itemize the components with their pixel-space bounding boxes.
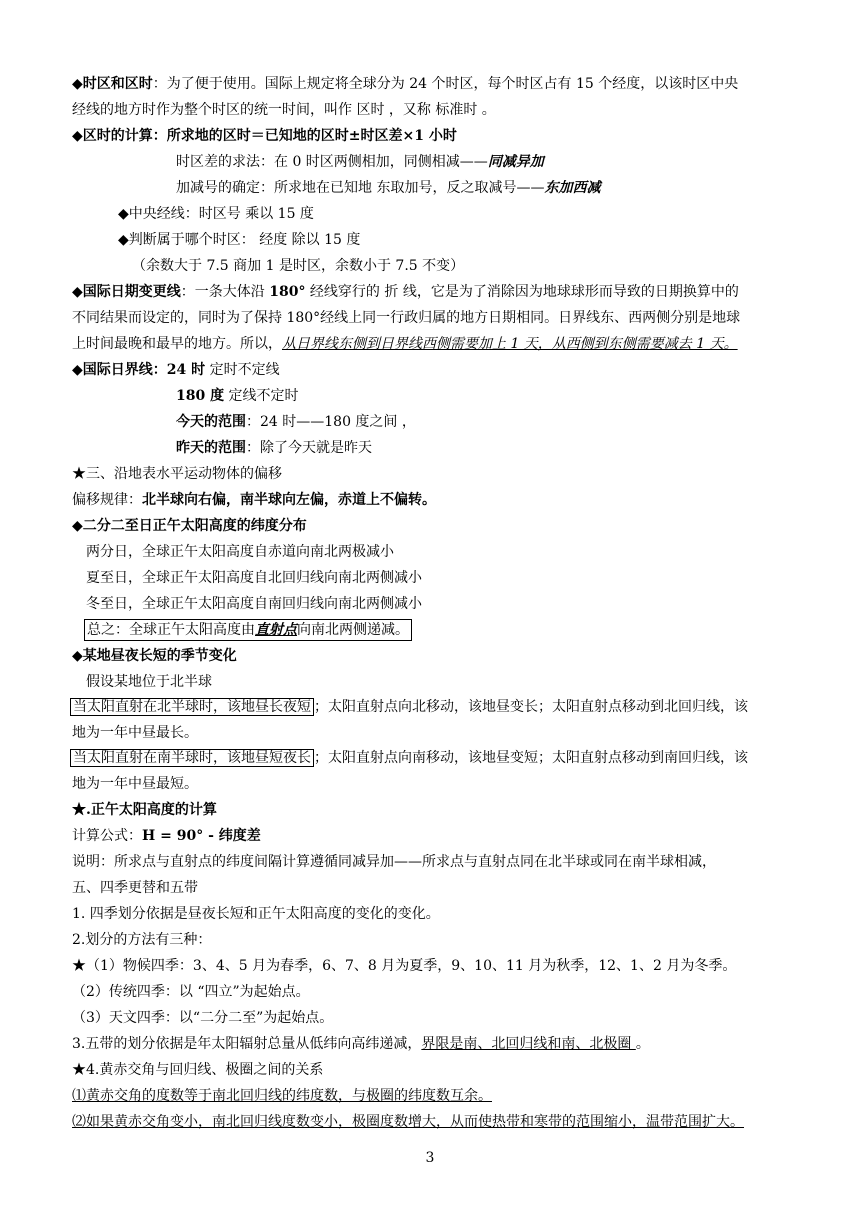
day-length-title: ◆某地昼夜长短的季节变化 bbox=[72, 648, 237, 664]
calc-sign-em: 东加西减 bbox=[544, 180, 601, 196]
boundary-r2-text: 定线不定时 bbox=[224, 388, 299, 404]
noon-dist-sum-a: 总之：全球正午太阳高度由 bbox=[87, 622, 255, 638]
deflect-rule-label: 偏移规律： bbox=[72, 492, 142, 508]
seasons-p3 bbox=[72, 1034, 650, 1054]
boundary-r3-text: ：24 时——180 度之间 ， bbox=[246, 414, 416, 430]
day-length-north-end: 地为一年中昼最长。 bbox=[72, 725, 198, 741]
calc-note: （余数大于 7.5 商加 1 是时区，余数小于 7.5 不变） bbox=[132, 258, 465, 274]
day-length-south-box: 当太阳直射在南半球时，该地昼短夜长 bbox=[70, 749, 314, 767]
date-line-l1b: 180° bbox=[269, 284, 306, 300]
date-line-l1c: 经线穿行的 折 线，它是为了消除因为地球球形而导致的日期换算中的 bbox=[305, 284, 739, 300]
noon-calc-title: ★.正午太阳高度的计算 bbox=[72, 802, 217, 818]
date-line-l1a: ：一条大体沿 bbox=[180, 284, 270, 300]
deflect-rule-text: 北半球向右偏，南半球向左偏，赤道上不偏转。 bbox=[142, 492, 436, 508]
boundary-row-3 bbox=[176, 412, 416, 432]
boundary-row-4 bbox=[176, 438, 372, 458]
noon-dist-l3: 冬至日，全球正午太阳高度自南回归线向南北两侧减小 bbox=[86, 596, 422, 612]
deflect-heading: ★三、沿地表水平运动物体的偏移 bbox=[72, 466, 282, 482]
noon-calc-formula-label: 计算公式： bbox=[72, 828, 142, 844]
boundary-title: ◆国际日界线： bbox=[72, 362, 167, 378]
time-zone-text-2: 经线的地方时作为整个时区的统一时间，叫作 区时 ，又称 标准时 。 bbox=[72, 102, 496, 118]
deflect-rule bbox=[72, 490, 436, 510]
seasons-p3-a: 3.五带的划分依据是年太阳辐射总量从低纬向高纬递减， bbox=[72, 1036, 422, 1052]
day-length-assume: 假设某地位于北半球 bbox=[86, 674, 212, 690]
date-line-l3a: 上时间最晚和最早的地方。所以， bbox=[72, 336, 282, 352]
noon-calc-formula-text: H = 90° - 纬度差 bbox=[142, 828, 261, 844]
boundary-r1-label: 24 时 bbox=[166, 362, 206, 378]
seasons-p4: ★4.黄赤交角与回归线、极圈之间的关系 bbox=[72, 1062, 324, 1078]
seasons-relation-1: ⑴黄赤交角的度数等于南北回归线的纬度数，与极圈的纬度数互余。 bbox=[72, 1088, 492, 1104]
boundary-r4-label: 昨天的范围 bbox=[176, 440, 246, 456]
calc-sign-text: 加减号的确定：所求地在已知地 东取加号，反之取减号—— bbox=[176, 180, 545, 196]
boundary-r1-text: 定时不定线 bbox=[205, 362, 280, 378]
calc-meridian: ◆中央经线：时区号 乘以 15 度 bbox=[118, 206, 314, 222]
noon-dist-summary bbox=[84, 619, 412, 641]
day-length-north-box: 当太阳直射在北半球时，该地昼长夜短 bbox=[70, 698, 314, 716]
boundary-r2-label: 180 度 bbox=[176, 388, 225, 404]
seasons-p3-b: 界限是南、北回归线和南、北极圈 bbox=[421, 1036, 636, 1052]
calc-judge: ◆判断属于哪个时区： 经度 除以 15 度 bbox=[118, 232, 361, 248]
seasons-method-3: （3）天文四季：以“二分二至”为起始点。 bbox=[72, 1010, 334, 1026]
time-zone-line-1 bbox=[72, 74, 738, 94]
calc-diff-text: 时区差的求法：在 0 时区两侧相加，同侧相减—— bbox=[176, 154, 488, 170]
seasons-method-1: ★（1）物候四季：3、4、5 月为春季，6、7、8 月为夏季，9、10、11 月为秋季，12、1、2 月为冬季。 bbox=[72, 958, 737, 974]
seasons-heading: 五、四季更替和五带 bbox=[72, 880, 198, 896]
time-zone-title: ◆时区和区时 bbox=[72, 76, 153, 92]
date-line-l3b: 从日界线东侧到日界线西侧需要加上 1 天，从西侧到东侧需要减去 1 天。 bbox=[282, 336, 738, 352]
noon-dist-sum-c: 向南北两侧递减。 bbox=[297, 622, 409, 638]
time-zone-text-1: ：为了便于使用。国际上规定将全球分为 24 个时区，每个时区占有 15 个经度，以该时区中央 bbox=[152, 76, 739, 92]
page-number: 3 bbox=[425, 1150, 435, 1166]
day-length-south-line bbox=[70, 748, 748, 768]
day-length-south-rest: ；太阳直射点向南移动，该地昼变短；太阳直射点移动到南回归线，该 bbox=[314, 750, 748, 766]
seasons-p2: 2.划分的方法有三种： bbox=[72, 932, 212, 948]
date-line-1 bbox=[72, 282, 739, 302]
boundary-row-2 bbox=[176, 386, 299, 406]
noon-dist-sum-b: 直射点 bbox=[255, 622, 297, 638]
boundary-r3-label: 今天的范围 bbox=[176, 414, 246, 430]
calc-diff-em: 同减异加 bbox=[487, 154, 544, 170]
calc-diff-line bbox=[176, 152, 544, 172]
date-line-title: ◆国际日期变更线 bbox=[72, 284, 181, 300]
boundary-r4-text: ：除了今天就是昨天 bbox=[246, 440, 372, 456]
calc-sign-line bbox=[176, 178, 600, 198]
seasons-relation-2: ⑵如果黄赤交角变小，南北回归线度数变小，极圈度数增大，从而使热带和寒带的范围缩小，温带范围扩大。 bbox=[72, 1114, 744, 1130]
noon-dist-l1: 两分日，全球正午太阳高度自赤道向南北两极减小 bbox=[86, 544, 394, 560]
day-length-south-end: 地为一年中昼最短。 bbox=[72, 776, 198, 792]
boundary-row-1 bbox=[72, 360, 280, 380]
noon-calc-explain: 说明：所求点与直射点的纬度间隔计算遵循同减异加——所求点与直射点同在北半球或同在南半球相减， bbox=[72, 854, 716, 870]
day-length-north-line bbox=[70, 697, 748, 717]
noon-dist-title: ◆二分二至日正午太阳高度的纬度分布 bbox=[72, 518, 307, 534]
date-line-3 bbox=[72, 334, 738, 354]
noon-calc-formula bbox=[72, 826, 261, 846]
seasons-p1: 1. 四季划分依据是昼夜长短和正午太阳高度的变化的变化。 bbox=[72, 906, 440, 922]
day-length-north-rest: ；太阳直射点向北移动，该地昼变长；太阳直射点移动到北回归线，该 bbox=[314, 699, 748, 715]
seasons-method-2: （2）传统四季：以 “四立”为起始点。 bbox=[72, 984, 310, 1000]
date-line-2: 不同结果而设定的，同时为了保持 180°经线上同一行政归属的地方日期相同。日界线东、西两侧分别是地球 bbox=[72, 310, 741, 326]
calc-title: ◆区时的计算：所求地的区时＝已知地的区时±时区差×1 小时 bbox=[72, 128, 457, 144]
seasons-p3-c: 。 bbox=[635, 1036, 650, 1052]
noon-dist-l2: 夏至日，全球正午太阳高度自北回归线向南北两侧减小 bbox=[86, 570, 422, 586]
